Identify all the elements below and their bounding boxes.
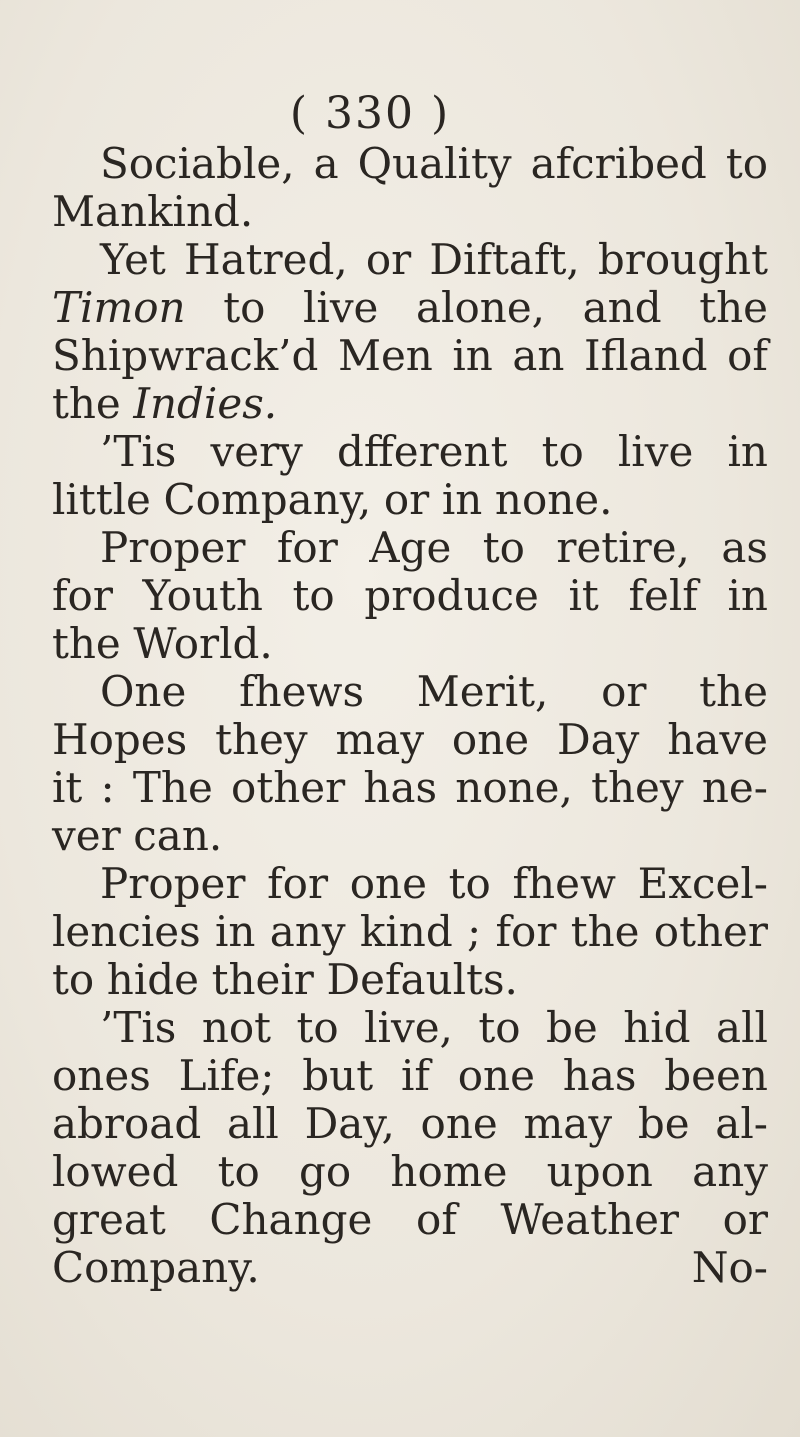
word: Mankind.	[52, 187, 254, 236]
body-text	[52, 140, 768, 1292]
word: has	[562, 1051, 637, 1100]
text-line	[52, 860, 768, 908]
word: the	[570, 907, 640, 956]
text-line	[52, 332, 768, 380]
word: lencies	[52, 907, 201, 956]
word: ver	[52, 811, 121, 860]
text-line	[52, 764, 768, 812]
word: alone,	[416, 283, 546, 332]
word: little	[52, 475, 151, 524]
word: live,	[364, 1003, 453, 1052]
text-line	[52, 476, 768, 524]
word: dfferent	[337, 427, 508, 476]
word: be	[546, 1003, 598, 1052]
word: afcribed	[530, 139, 707, 188]
word: the	[52, 379, 121, 428]
word: lowed	[52, 1147, 179, 1196]
word: Youth	[142, 571, 263, 620]
word: they	[591, 763, 684, 812]
word: to	[725, 139, 768, 188]
word: in	[727, 427, 768, 476]
word: for	[52, 571, 113, 620]
word: none,	[455, 763, 573, 812]
word: any	[692, 1147, 768, 1196]
word: in	[441, 475, 483, 524]
word: ne-	[701, 763, 768, 812]
word: none.	[494, 475, 613, 524]
word: home	[390, 1147, 508, 1196]
word: all	[226, 1099, 279, 1148]
word: Company,	[163, 475, 372, 524]
word: to	[223, 283, 266, 332]
word: may	[523, 1099, 613, 1148]
word: or	[383, 475, 430, 524]
word: live	[617, 427, 694, 476]
word: retire,	[556, 523, 690, 572]
word: Defaults.	[326, 955, 518, 1004]
word: a	[313, 139, 339, 188]
word: in	[215, 907, 256, 956]
word: Change	[209, 1195, 373, 1244]
word: the	[699, 283, 768, 332]
word: be	[637, 1099, 690, 1148]
word: not	[201, 1003, 272, 1052]
word: Proper	[100, 523, 246, 572]
word: they	[215, 715, 308, 764]
word: Proper	[100, 859, 246, 908]
word: fhew	[512, 859, 616, 908]
word: other	[231, 763, 346, 812]
word: Men	[337, 331, 433, 380]
text-line	[52, 572, 768, 620]
word: of	[416, 1195, 457, 1244]
word: can.	[133, 811, 223, 860]
word: for	[495, 907, 557, 956]
text-line	[52, 1244, 768, 1292]
word: Excel-	[637, 859, 768, 908]
word: ’Tis	[100, 427, 177, 476]
word: been	[664, 1051, 768, 1100]
word: The	[132, 763, 213, 812]
word: and	[582, 283, 662, 332]
word: very	[210, 427, 303, 476]
word: the	[699, 667, 768, 716]
word: hid	[623, 1003, 691, 1052]
word: :	[100, 763, 115, 812]
catchword: No-	[691, 1243, 768, 1292]
word: any	[269, 907, 346, 956]
text-line	[52, 428, 768, 476]
text-line	[52, 236, 768, 284]
word: to	[217, 1147, 260, 1196]
word: may	[335, 715, 425, 764]
text-line	[52, 1004, 768, 1052]
text-line	[52, 1148, 768, 1196]
word: if	[400, 1051, 430, 1100]
word: produce	[364, 571, 539, 620]
word: ones	[52, 1051, 151, 1100]
text-line	[52, 620, 768, 668]
text-line	[52, 1052, 768, 1100]
text-line	[52, 284, 768, 332]
word: one	[420, 1099, 498, 1148]
word: Merit,	[416, 667, 549, 716]
word: has	[363, 763, 438, 812]
word: Day	[556, 715, 640, 764]
word: one	[349, 859, 427, 908]
word: World.	[133, 619, 273, 668]
text-line	[52, 908, 768, 956]
word: abroad	[52, 1099, 202, 1148]
word: one	[451, 715, 530, 764]
word: have	[667, 715, 768, 764]
word: all	[716, 1003, 768, 1052]
word: felf	[628, 571, 698, 620]
word: one	[457, 1051, 535, 1100]
word: in	[727, 571, 768, 620]
word: to	[296, 1003, 339, 1052]
word: al-	[715, 1099, 768, 1148]
text-line	[52, 188, 768, 236]
word: Day,	[304, 1099, 395, 1148]
word: as	[721, 523, 768, 572]
word: Quality	[357, 139, 512, 188]
word: Company.	[52, 1243, 260, 1292]
word: to	[482, 523, 525, 572]
word: kind	[359, 907, 453, 956]
word: Sociable,	[100, 139, 295, 188]
word: it	[568, 571, 599, 620]
word: their	[211, 955, 314, 1004]
word: or	[365, 235, 412, 284]
text-line	[52, 1100, 768, 1148]
word: to	[448, 859, 491, 908]
word: One	[100, 667, 187, 716]
text-line	[52, 716, 768, 764]
word: brought	[597, 235, 768, 284]
text-line	[52, 140, 768, 188]
word: to	[478, 1003, 521, 1052]
word: Hopes	[52, 715, 188, 764]
word: hide	[106, 955, 199, 1004]
word: Ifland	[583, 331, 708, 380]
text-line	[52, 956, 768, 1004]
word: Weather	[500, 1195, 679, 1244]
word: Life;	[178, 1051, 275, 1100]
word: other	[653, 907, 768, 956]
word: to	[52, 955, 95, 1004]
word: go	[299, 1147, 352, 1196]
word: the	[52, 619, 121, 668]
text-line	[52, 524, 768, 572]
text-line	[52, 668, 768, 716]
word: Age	[369, 523, 452, 572]
word: Timon	[52, 283, 186, 332]
word: of	[727, 331, 768, 380]
text-line	[52, 812, 768, 860]
word: upon	[546, 1147, 653, 1196]
word: fhews	[239, 667, 365, 716]
word: Diftaft,	[429, 235, 580, 284]
text-line	[52, 1196, 768, 1244]
word: ;	[467, 907, 482, 956]
word: live	[302, 283, 379, 332]
word: it	[52, 763, 83, 812]
word: to	[541, 427, 584, 476]
word: Yet	[100, 235, 166, 284]
word: ’Tis	[100, 1003, 177, 1052]
word: Shipwrack’d	[52, 331, 319, 380]
word: Indies.	[133, 379, 278, 428]
word: an	[512, 331, 565, 380]
word: to	[292, 571, 335, 620]
word: but	[302, 1051, 374, 1100]
text-line	[52, 380, 768, 428]
word: or	[601, 667, 647, 716]
word: Hatred,	[183, 235, 348, 284]
word: great	[52, 1195, 166, 1244]
word: in	[452, 331, 493, 380]
word: for	[276, 523, 338, 572]
word: or	[722, 1195, 768, 1244]
page-number: ( 330 )	[289, 88, 451, 139]
word: for	[267, 859, 329, 908]
